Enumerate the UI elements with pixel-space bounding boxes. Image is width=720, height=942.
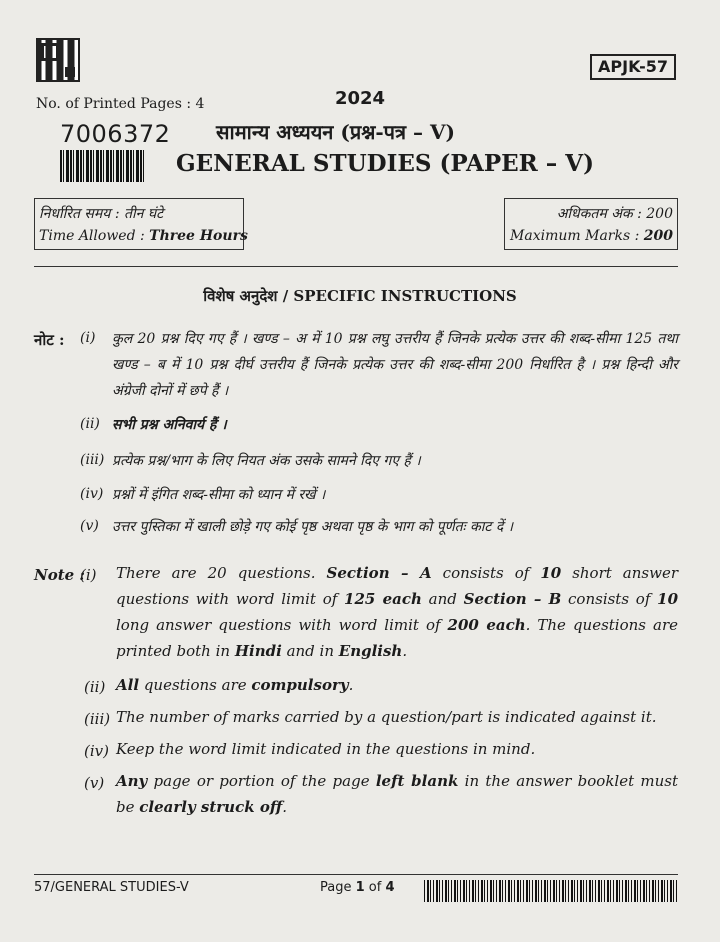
english-note-label: Note : — [34, 566, 85, 584]
qr-code-icon — [36, 38, 80, 82]
english-note-number: (v) — [84, 774, 105, 792]
note-text-part: and — [421, 590, 464, 608]
english-note-text: Keep the word limit indicated in the questions in mind. — [116, 740, 536, 758]
title-english: GENERAL STUDIES (PAPER – V) — [176, 150, 595, 177]
note-text-bold: clearly struck off — [139, 798, 283, 816]
note-text-part: . — [282, 798, 288, 816]
printed-pages: No. of Printed Pages : 4 — [36, 96, 205, 112]
note-text-part: There are 20 questions. — [116, 564, 327, 582]
footer-paper-name: 57/GENERAL STUDIES-V — [34, 880, 189, 895]
page-indicator — [320, 880, 395, 895]
english-note-number: (iv) — [84, 742, 109, 760]
note-text-bold: compulsory — [251, 676, 349, 694]
paper-code: APJK-57 — [590, 54, 676, 80]
note-text-part: . — [402, 642, 408, 660]
note-text-part: questions are — [139, 676, 252, 694]
hindi-note-number: (iii) — [80, 452, 105, 468]
hindi-note-number: (v) — [80, 518, 99, 534]
hindi-note-text: प्रश्नों में इंगित शब्द-सीमा को ध्यान में रखें । — [112, 487, 326, 503]
serial-number: 7006372 — [60, 120, 171, 148]
maximum-marks-hindi: अधिकतम अंक : 200 — [556, 206, 673, 222]
note-text-part: . The questions are printed both in — [116, 616, 678, 660]
english-note-text — [116, 560, 678, 664]
english-note-number: (iii) — [84, 710, 111, 728]
page-label: Page — [320, 880, 356, 895]
note-text-part: long answer questions with word limit of — [116, 616, 448, 634]
note-text-bold: 10 — [540, 564, 562, 582]
hindi-note-number: (i) — [80, 330, 96, 346]
time-allowed-label: Time Allowed : — [39, 228, 150, 244]
hindi-note-text: सभी प्रश्न अनिवार्य हैं । — [112, 417, 227, 433]
note-text-part: page or portion of the page — [147, 772, 376, 790]
maximum-marks-label: Maximum Marks : — [510, 228, 644, 244]
time-allowed-box — [34, 198, 248, 250]
note-text-bold: English — [338, 642, 403, 660]
maximum-marks-value: 200 — [643, 228, 673, 244]
note-text-part: and in — [281, 642, 339, 660]
divider-footer — [34, 874, 678, 875]
hindi-note-text: कुल 20 प्रश्न दिए गए हैं । खण्ड – अ में 10 प्रश्न लघु उत्तरीय हैं जिनके प्रत्येक उत्तर की शब्द-सीमा 125 तथा खण्ड – ब में 10 प्रश्न दीर्घ उत्तरीय हैं जिनके प्रत्येक उत्तर की शब्द-सीमा 200 निर्धारित है । प्रश्न हिन्दी और अंग्रेजी दोनों में छपे हैं । — [112, 331, 678, 399]
page-of-label: of — [364, 880, 386, 895]
note-text-bold: left blank — [375, 772, 459, 790]
maximum-marks-english — [509, 225, 673, 247]
english-note-text — [116, 672, 353, 698]
exam-year: 2024 — [334, 88, 386, 109]
hindi-note-label: नोट : — [34, 331, 65, 349]
note-text-part: in the answer booklet must be — [116, 772, 678, 816]
note-text-bold: 125 each — [344, 590, 422, 608]
time-allowed-english — [39, 225, 248, 247]
note-text-bold: Section – A — [326, 564, 432, 582]
maximum-marks-box — [504, 198, 678, 250]
note-text-bold: Hindi — [234, 642, 282, 660]
page-total: 4 — [385, 880, 395, 895]
note-text-part: . — [348, 676, 354, 694]
time-allowed-value: Three Hours — [149, 228, 248, 244]
hindi-note-text: उत्तर पुस्तिका में खाली छोड़े गए कोई पृष्ठ अथवा पृष्ठ के भाग को पूर्णतः काट दें । — [112, 519, 514, 535]
note-text-bold: 10 — [657, 590, 679, 608]
divider-top — [34, 266, 678, 267]
note-text-bold: Section – B — [463, 590, 562, 608]
page-current: 1 — [355, 880, 365, 895]
hindi-note-number: (ii) — [80, 416, 100, 432]
time-allowed-hindi: निर्धारित समय : तीन घंटे — [39, 206, 164, 222]
instructions-heading: विशेष अनुदेश / SPECIFIC INSTRUCTIONS — [203, 287, 517, 305]
serial-barcode-icon — [60, 150, 146, 182]
note-text-part: consists of — [431, 564, 541, 582]
note-text-bold: 200 each — [447, 616, 526, 634]
english-note-number: (ii) — [84, 678, 106, 696]
note-text-part: short answer questions with word limit of — [116, 564, 678, 608]
english-note-text — [116, 768, 678, 820]
hindi-note-text: प्रत्येक प्रश्न/भाग के लिए नियत अंक उसके सामने दिए गए हैं । — [112, 453, 421, 469]
hindi-note-number: (iv) — [80, 486, 104, 502]
title-hindi: सामान्य अध्ययन (प्रश्न-पत्र – V) — [216, 120, 455, 144]
english-note-text: The number of marks carried by a question/part is indicated against it. — [116, 708, 657, 726]
barcode-icon — [424, 880, 678, 902]
english-note-number: (i) — [80, 566, 97, 584]
note-text-bold: All — [116, 676, 140, 694]
note-text-bold: Any — [116, 772, 148, 790]
note-text-part: consists of — [561, 590, 658, 608]
